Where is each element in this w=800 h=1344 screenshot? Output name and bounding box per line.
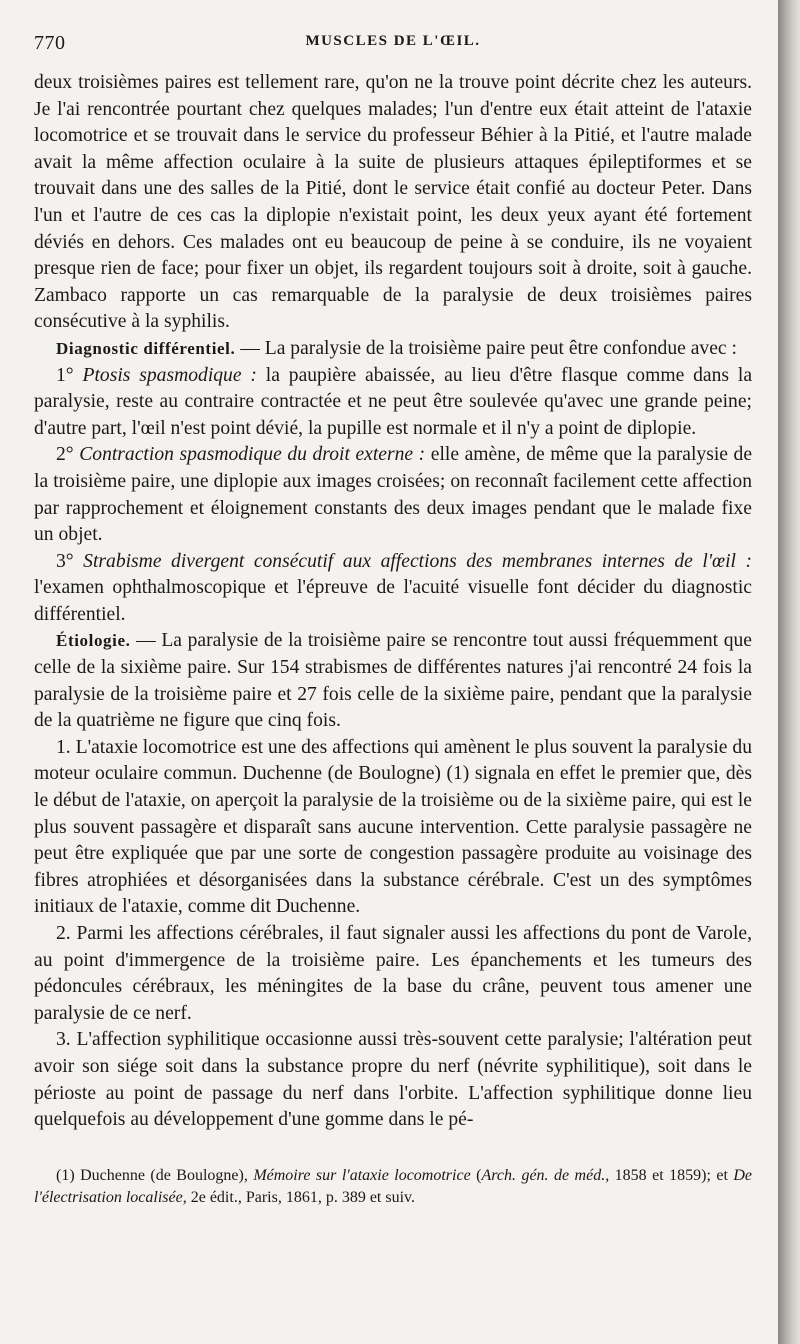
paragraph-diagnostic: [34, 336, 752, 363]
body-text: [34, 70, 752, 1134]
footnote-edition: , 2e édit., Paris, 1861, p. 389 et suiv.: [182, 1188, 415, 1206]
running-title: MUSCLES DE L'ŒIL.: [305, 33, 481, 49]
cause-item-1: 1. L'ataxie locomotrice est une des affections qui amènent le plus souvent la paralysie du moteur oculaire commun. Duchenne (de Boulogne) (1) signala en effet le premier que, dès le début de l'ataxie, on aperçoit la paralysie de la troisième ou de la sixième paire, qui est le plus souvent passagère et disparaît sans aucune intervention. Cette paralysie passagère ne peut être expliquée que par une sorte de congestion passagère produite au voisinage des fibres atrophiées et désorganisées dans la substance cérébrale. C'est un des symptômes initiaux de l'ataxie, comme dit Duchenne.: [34, 736, 752, 918]
book-gutter: [778, 0, 800, 1344]
section-heading-diagnostic: Diagnostic différentiel.: [56, 338, 236, 358]
item-number: 2°: [56, 444, 80, 466]
etiologie-text: — La paralysie de la troisième paire se rencontre tout aussi fréquemment que celle de la sixième paire. Sur 154 strabismes de différentes natures j'ai rencontré 24 fois la paralysie de la troisième paire et 27 fois celle de la sixième paire, pendant que la paralysie de la quatrième ne figure que cinq fois.: [34, 630, 752, 732]
cause-item-2: 2. Parmi les affections cérébrales, il faut signaler aussi les affections du pont de Varole, au point d'immergence de la troisième paire. Les épanchements et les tumeurs des pédoncules cérébraux, les méningites de la base du crâne, peuvent tous amener une paralysie de ce nerf.: [34, 923, 752, 1024]
footnote-title-memoire: Mémoire sur l'ataxie locomotrice: [253, 1166, 471, 1184]
item-title: Strabisme divergent consécutif aux affections des membranes internes de l'œil :: [83, 550, 753, 572]
paragraph-etiologie: [34, 628, 752, 734]
running-head: [34, 26, 752, 70]
item-text: elle amène, de même que la paralysie de la troisième paire, une diplopie aux images croisées; on reconnaît facilement cette affection par rapprochement et éloignement constants des deux images pendant que le malade fixe un objet.: [34, 444, 753, 546]
footnote-title-electrisation: De l'électrisation localisée: [34, 1166, 753, 1206]
item-text: la paupière abaissée, au lieu d'être flasque comme dans la paralysie, reste au contraire contractée et ne peut être soulevée qu'avec une grande peine; d'autre part, l'œil n'est point dévié, la pupille est normale et il n'y a point de diplopie.: [34, 364, 753, 439]
diagnostic-item-1: [34, 363, 752, 443]
diagnostic-item-2: [34, 442, 752, 548]
item-text: l'examen ophthalmoscopique et l'épreuve de l'acuité visuelle font décider du diagnostic différentiel.: [34, 577, 752, 625]
cause-item-3: 3. L'affection syphilitique occasionne aussi très-souvent cette paralysie; l'altération peut avoir son siége soit dans la substance propre du nerf (névrite syphilitique), soit dans le périoste au point de passage du nerf dans l'orbite. L'affection syphilitique donne lieu quelquefois au développement d'une gomme dans le pé-: [34, 1029, 752, 1131]
item-number: 1°: [56, 364, 83, 386]
paragraph-continuation: deux troisièmes paires est tellement rare, qu'on ne la trouve point décrite chez les auteurs. Je l'ai rencontrée pourtant chez quelques malades; l'un d'entre eux était atteint de l'ataxie locomotrice et se trouvait dans le service du professeur Béhier à la Pitié, et l'autre malade avait la même affection oculaire à la suite de plusieurs attaques épileptiformes et se trouvait dans une des salles de la Pitié, dont le service était confié au docteur Peter. Dans l'un et l'autre de ces cas la diplopie n'existait point, les deux yeux ayant été fortement déviés en dehors. Ces malades ont eu beaucoup de peine à se conduire, ils ne voyaient presque rien de face; pour fixer un objet, ils regardent toujours soit à droite, soit à gauche. Zambaco rapporte un cas remarquable de la paralysie de deux troisièmes paires consécutive à la syphilis.: [34, 72, 752, 333]
item-title: Ptosis spasmodique :: [82, 364, 257, 386]
footnote-years: , 1858 et 1859); et: [605, 1166, 734, 1184]
footnote-journal: Arch. gén. de méd.: [481, 1166, 606, 1184]
page-number: 770: [34, 32, 66, 54]
section-heading-etiologie: Étiologie.: [56, 631, 131, 651]
footnote-lead: (1) Duchenne (de Boulogne),: [56, 1166, 254, 1184]
item-title: Contraction spasmodique du droit externe :: [79, 444, 426, 466]
footnote: [34, 1165, 752, 1209]
diagnostic-intro: — La paralysie de la troisième paire peut être confondue avec :: [235, 337, 737, 359]
diagnostic-item-3: [34, 549, 752, 629]
footnote-punct: (: [470, 1166, 482, 1184]
item-number: 3°: [56, 550, 84, 572]
